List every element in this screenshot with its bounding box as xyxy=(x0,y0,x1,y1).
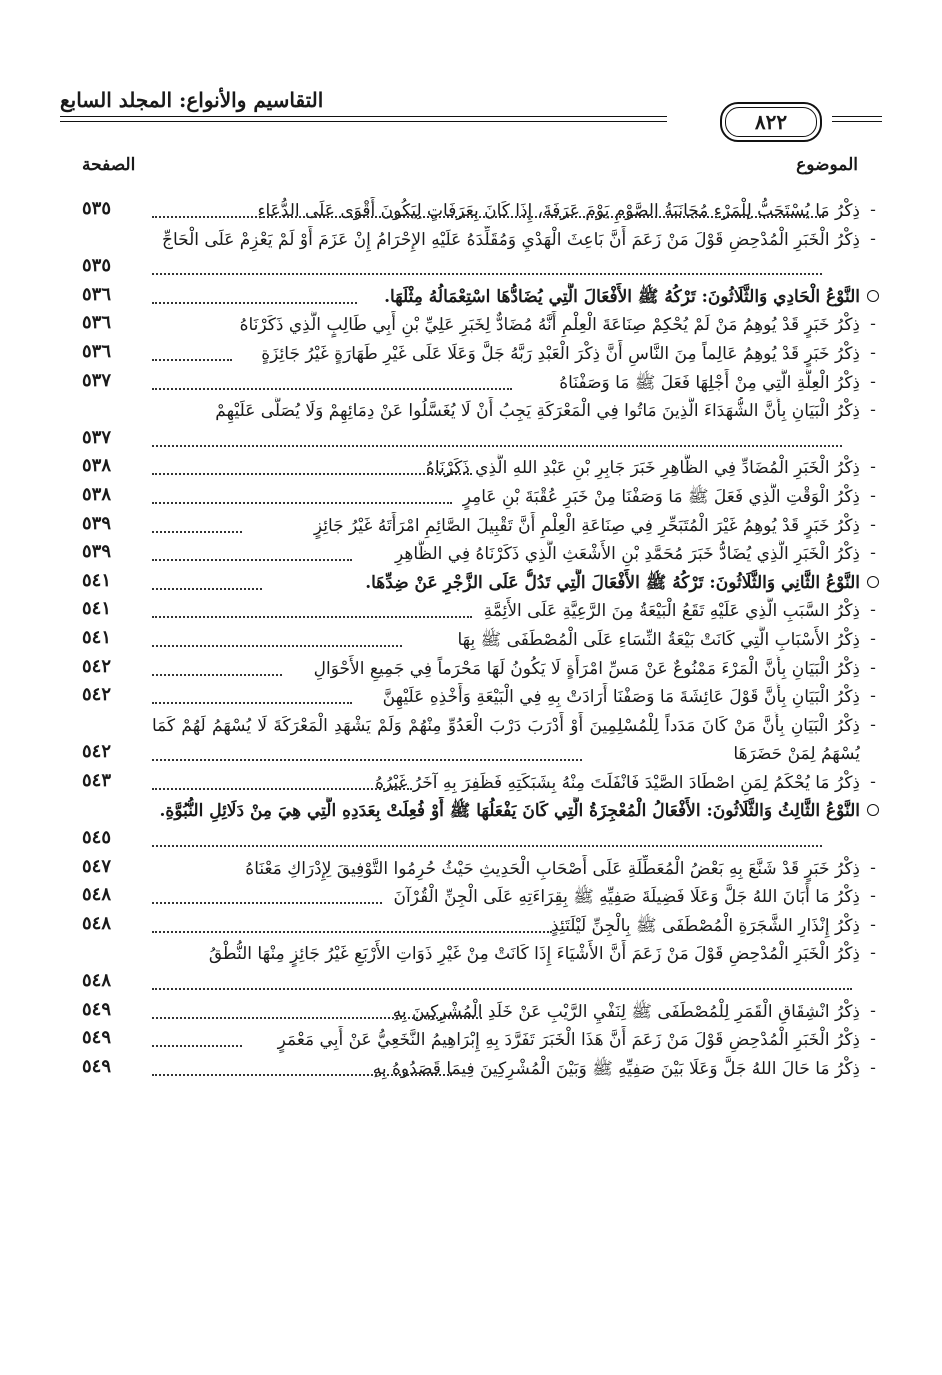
entry-dash-marker: - xyxy=(870,314,876,335)
toc-entry xyxy=(82,309,882,338)
toc-entry xyxy=(82,1053,882,1082)
entry-dash-marker: - xyxy=(870,886,876,907)
dot-leader xyxy=(152,788,412,790)
toc-section xyxy=(82,795,882,852)
section-circle-marker xyxy=(864,573,882,593)
entry-title: ذِكْرُ خَبَرٍ قَدْ يُوهِمُ مَنْ لَمْ يُحْكِمْ صِنَاعَةَ الْعِلْمِ أَنَّهُ مُضَادٌّ لِخَبَرِ عَلِيِّ بْنِ أَبِي طَالِبٍ الَّذِي ذَكَرْنَاهُ xyxy=(239,315,860,336)
entry-title: ذِكْرُ الْخَبَرِ الْمُدْحِضِ قَوْلَ مَنْ زَعَمَ أَنَّ الأَشْيَاءَ إِذَا كَانَتْ مِنْ غَيْرِ ذَوَاتِ الأَرْبَعِ غَيْرُ جَائِزٍ مِنْهَا النُّطْقُ xyxy=(208,944,860,965)
entry-title: ذِكْرُ الْخَبَرِ الَّذِي يُضَادُّ خَبَرَ مُحَمَّدِ بْنِ الأَشْعَثِ الَّذِي ذَكَرْنَاهُ فِي الظَّاهِرِ xyxy=(395,544,860,565)
toc-entry xyxy=(82,367,882,396)
toc-entry xyxy=(82,224,882,281)
toc-entry xyxy=(82,881,882,910)
dot-leader xyxy=(152,674,282,676)
entry-page-number: ٥٤٥ xyxy=(82,827,112,849)
toc-entry xyxy=(82,510,882,539)
toc-entry xyxy=(82,910,882,939)
entry-page-number: ٥٤٩ xyxy=(82,998,112,1020)
toc-entry xyxy=(82,395,882,452)
running-head xyxy=(60,82,882,134)
toc-section xyxy=(82,281,882,310)
entry-dash-marker: - xyxy=(870,628,876,649)
entry-page-number: ٥٤٩ xyxy=(82,1027,112,1049)
header-rule xyxy=(832,121,882,122)
entry-dash-marker: - xyxy=(870,600,876,621)
section-circle-marker xyxy=(864,287,882,307)
entry-page-number: ٥٣٥ xyxy=(82,198,112,219)
toc-entry xyxy=(82,452,882,481)
entry-dash-marker: - xyxy=(870,371,876,392)
entry-dash-marker: - xyxy=(870,1057,876,1078)
entry-page-number: ٥٤٢ xyxy=(82,684,112,706)
entry-dash-marker: - xyxy=(870,1029,876,1050)
page-column-label: الصفحة xyxy=(82,155,136,175)
entry-dash-marker: - xyxy=(870,457,876,478)
entry-page-number: ٥٣٨ xyxy=(82,455,112,477)
entry-page-number: ٥٤٨ xyxy=(82,970,112,992)
dot-leader xyxy=(152,359,232,361)
entry-page-number: ٥٣٧ xyxy=(82,426,112,448)
dot-leader xyxy=(152,216,824,218)
entry-page-number: ٥٤١ xyxy=(82,569,112,591)
toc-entry xyxy=(82,710,882,767)
dot-leader xyxy=(152,988,852,990)
entry-page-number: ٥٤٨ xyxy=(82,912,112,934)
entry-page-number: ٥٣٦ xyxy=(82,340,112,362)
dot-leader xyxy=(152,1045,242,1047)
entry-title: النَّوْعُ الثَّالِثُ وَالثَّلَاثُونَ: الأَفْعَالُ الْمُعْجِزَةُ الَّتِي كَانَ يَفْعَلُهَا ﷺ أَوْ فُعِلَتْ بِعَدَدِهِ الَّتِي هِيَ مِنْ دَلَائِلِ النُّبُوَّةِ. xyxy=(159,801,860,822)
entry-page-number: ٥٣٧ xyxy=(82,369,112,391)
page-number-frame xyxy=(720,102,822,142)
entry-title: ذِكْرُ خَبَرٍ قَدْ شَنَّعَ بِهِ بَعْضُ الْمُعَطِّلَةِ عَلَى أَصْحَابِ الْحَدِيثِ حَيْثُ حُرِمُوا التَّوْفِيقَ لِإِدْرَاكِ مَعْنَاهُ xyxy=(245,858,860,879)
toc-entry xyxy=(82,195,882,224)
entry-page-number: ٥٤٨ xyxy=(82,884,112,906)
entry-dash-marker: - xyxy=(870,543,876,564)
dot-leader xyxy=(152,902,382,904)
toc-entry xyxy=(82,538,882,567)
dot-leader xyxy=(152,388,512,390)
page-number: ٨٢٢ xyxy=(754,110,788,134)
entry-dash-marker: - xyxy=(870,914,876,935)
entry-page-number: ٥٤٢ xyxy=(82,655,112,677)
entry-title: ذِكْرُ الْخَبَرِ الْمُدْحِضِ قَوْلَ مَنْ زَعَمَ أَنَّ بَاعِثَ الْهَدْيِ وَمُقَلِّدَهُ عَلَيْهِ الإِحْرَامُ إِنْ عَزَمَ أَوْ لَمْ يَعْزِمْ عَلَى الْحَاجِّ xyxy=(161,229,860,250)
entry-dash-marker: - xyxy=(870,400,876,421)
toc-entry xyxy=(82,853,882,882)
toc-entry xyxy=(82,938,882,995)
entry-dash-marker: - xyxy=(870,714,876,735)
entry-title: ذِكْرُ إِنْذَارِ الشَّجَرَةِ الْمُصْطَفَى ﷺ بِالْجِنِّ لَيْلَتَئِذٍ xyxy=(551,915,860,936)
entry-title: ذِكْرُ مَا حَالَ اللهُ جَلَّ وَعَلَا بَيْنَ صَفِيِّهِ ﷺ وَبَيْنَ الْمُشْرِكِينَ فِيمَا قَصَدُوهُ بِهِ xyxy=(372,1058,860,1079)
dot-leader xyxy=(152,1017,482,1019)
dot-leader xyxy=(152,931,552,933)
entry-dash-marker: - xyxy=(870,771,876,792)
entry-title: ذِكْرُ السَّبَبِ الَّذِي عَلَيْهِ تَقَعُ الْبَيْعَةُ مِنَ الرَّعِيَّةِ عَلَى الأَئِمَّةِ xyxy=(483,601,860,622)
entry-dash-marker: - xyxy=(870,657,876,678)
entry-title: النَّوْعُ الْحَادِي وَالثَّلَاثُونَ: تَرْكُهُ ﷺ الأَفْعَالَ الَّتِي يُضَادُّهَا اسْتِعْمَالُهُ مِثْلَهَا. xyxy=(384,286,860,307)
toc-entry xyxy=(82,595,882,624)
dot-leader xyxy=(152,445,842,447)
dot-leader xyxy=(152,759,582,761)
entry-page-number: ٥٤٢ xyxy=(82,741,112,763)
entry-title: ذِكْرُ خَبَرٍ قَدْ يُوهِمُ غَيْرَ الْمُتَبَحِّرِ فِي صِنَاعَةِ الْعِلْمِ أَنَّ تَقْبِيلَ الصَّائِمِ امْرَأَتَهُ غَيْرُ جَائِزٍ xyxy=(313,515,860,536)
dot-leader xyxy=(152,559,352,561)
topic-column-label: الموضوع xyxy=(796,155,858,175)
entry-dash-marker: - xyxy=(870,943,876,964)
entry-title: ذِكْرُ الْبَيَانِ بِأَنَّ الْمَرْءَ مَمْنُوعٌ عَنْ مَسِّ امْرَأَةٍ لَا يَكُونُ لَهَا مَحْرَماً فِي جَمِيعِ الأَحْوَالِ xyxy=(313,658,860,679)
entry-page-number: ٥٤٣ xyxy=(82,769,112,791)
entry-title: ذِكْرُ الْعِلَّةِ الَّتِي مِنْ أَجْلِهَا فَعَلَ ﷺ مَا وَصَفْنَاهُ xyxy=(559,372,860,393)
dot-leader xyxy=(152,845,822,847)
entry-page-number: ٥٣٨ xyxy=(82,483,112,505)
toc-entry xyxy=(82,681,882,710)
entry-title: ذِكْرُ الْبَيَانِ بِأَنَّ الشُّهَدَاءَ الَّذِينَ مَاتُوا فِي الْمَعْرَكَةِ يَجِبُ أَنْ لَا يُغَسَّلُوا عَنْ دِمَائِهِمْ وَلَا يُصَلَّى عَلَيْهِمْ xyxy=(215,401,860,422)
entry-title: ذِكْرُ مَا يُسْتَحَبُّ لِلْمَرْءِ مُجَانَبَةُ الصَّوْمِ يَوْمَ عَرَفَةَ، إِذَا كَانَ بِعَرَفَاتٍ لِيَكُونَ أَقْوَى عَلَى الدُّعَاءِ xyxy=(257,201,860,221)
section-circle-marker xyxy=(864,801,882,821)
entry-title: ذِكْرُ خَبَرٍ قَدْ يُوهِمُ عَالِماً مِنَ النَّاسِ أَنَّ ذِكْرَ الْعَبْدِ رَبَّهُ جَلَّ وَعَلَا عَلَى غَيْرِ طَهَارَةٍ غَيْرُ جَائِزَةٍ xyxy=(261,343,860,364)
entry-page-number: ٥٣٦ xyxy=(82,283,112,305)
entry-title: ذِكْرُ الْبَيَانِ بِأَنَّ قَوْلَ عَائِشَةَ مَا وَصَفْنَا أَرَادَتْ بِهِ فِي الْبَيْعَةِ وَأَخْذِهِ عَلَيْهِنَّ xyxy=(382,687,860,708)
dot-leader xyxy=(152,302,357,304)
entry-page-number: ٥٣٦ xyxy=(82,312,112,334)
dot-leader xyxy=(152,473,472,475)
entry-title: ذِكْرُ الْوَقْتِ الَّذِي فَعَلَ ﷺ مَا وَصَفْنَا مِنْ خَبَرِ عُقْبَةَ بْنِ عَامِرٍ xyxy=(462,486,860,507)
entry-page-number: ٥٣٩ xyxy=(82,512,112,534)
entry-title: ذِكْرُ الْبَيَانِ بِأَنَّ مَنْ كَانَ مَدَداً لِلْمُسْلِمِينَ أَوْ أَدْرَبَ دَرْبَ الْعَدُوِّ مِنْهُمْ وَلَمْ يَشْهَدِ الْمَعْرَكَةَ لَا يُسْهَمُ لَهُمْ كَمَا يُسْهَمُ لِمَنْ حَضَرَهَا xyxy=(152,715,860,765)
entry-title: ذِكْرُ انْشِقَاقِ الْقَمَرِ لِلْمُصْطَفَى ﷺ لِنَفْيِ الرَّيْبِ عَنْ خَلَدِ الْمُشْرِكِينَ بِهِ xyxy=(392,1001,860,1022)
entry-dash-marker: - xyxy=(870,1000,876,1021)
toc-entry xyxy=(82,624,882,653)
entry-title: ذِكْرُ الأَسْبَابِ الَّتِي كَانَتْ بَيْعَةُ النِّسَاءِ عَلَى الْمُصْطَفَى ﷺ بِهَا xyxy=(457,629,860,650)
entry-dash-marker: - xyxy=(870,342,876,363)
dot-leader xyxy=(152,273,822,275)
entry-title: ذِكْرُ مَا أَبَانَ اللهُ جَلَّ وَعَلَا فَضِيلَةَ صَفِيِّهِ ﷺ بِقِرَاءَتِهِ عَلَى الْجِنِّ الْقُرْآنَ xyxy=(393,887,860,908)
entry-dash-marker: - xyxy=(870,200,876,220)
dot-leader xyxy=(152,645,402,647)
entry-page-number: ٥٤٧ xyxy=(82,855,112,877)
entry-page-number: ٥٣٥ xyxy=(82,255,112,277)
toc-entry xyxy=(82,1024,882,1053)
toc-section xyxy=(82,567,882,596)
toc-entry xyxy=(82,481,882,510)
entry-page-number: ٥٤٩ xyxy=(82,1055,112,1077)
dot-leader xyxy=(152,502,452,504)
header-rule xyxy=(60,116,667,117)
entry-dash-marker: - xyxy=(870,514,876,535)
running-title: التقاسيم والأنواع: المجلد السابع xyxy=(60,88,324,112)
entry-title: النَّوْعُ الثَّانِي وَالثَّلَاثُونَ: تَرْكُهُ ﷺ الأَفْعَالَ الَّتِي تَدُلُّ عَلَى الزَّجْرِ عَنْ ضِدِّهَا. xyxy=(365,572,860,593)
entry-page-number: ٥٣٩ xyxy=(82,541,112,563)
toc-entry xyxy=(82,338,882,367)
dot-leader xyxy=(152,1074,452,1076)
entry-dash-marker: - xyxy=(870,686,876,707)
table-of-contents xyxy=(82,195,882,1081)
toc-entry xyxy=(82,996,882,1025)
entry-dash-marker: - xyxy=(870,857,876,878)
toc-entry xyxy=(82,653,882,682)
entry-title: ذِكْرُ مَا يُحْكَمُ لِمَنِ اصْطَادَ الصَّيْدَ فَانْفَلَتَ مِنْهُ بِشَبَكَتِهِ فَظَفِرَ بِهِ آخَرُ غَيْرُهُ xyxy=(375,772,860,793)
dot-leader xyxy=(152,616,472,618)
entry-dash-marker: - xyxy=(870,228,876,249)
entry-page-number: ٥٤١ xyxy=(82,598,112,620)
header-rule xyxy=(60,121,667,122)
entry-dash-marker: - xyxy=(870,485,876,506)
dot-leader xyxy=(152,702,352,704)
dot-leader xyxy=(152,588,262,590)
dot-leader xyxy=(152,531,242,533)
entry-page-number: ٥٤١ xyxy=(82,626,112,648)
header-rule xyxy=(832,116,882,117)
toc-entry xyxy=(82,767,882,796)
entry-title: ذِكْرُ الْخَبَرِ الْمُدْحِضِ قَوْلَ مَنْ زَعَمَ أَنَّ هَذَا الْخَبَرَ تَفَرَّدَ بِهِ إِبْرَاهِيمُ النَّخَعِيُّ عَنْ أَبِي مَعْمَرٍ xyxy=(277,1030,860,1051)
entry-title: ذِكْرُ الْخَبَرِ الْمُضَادِّ فِي الظَّاهِرِ خَبَرَ جَابِرِ بْنِ عَبْدِ اللهِ الَّذِي ذَكَرْنَاهُ xyxy=(425,458,860,479)
